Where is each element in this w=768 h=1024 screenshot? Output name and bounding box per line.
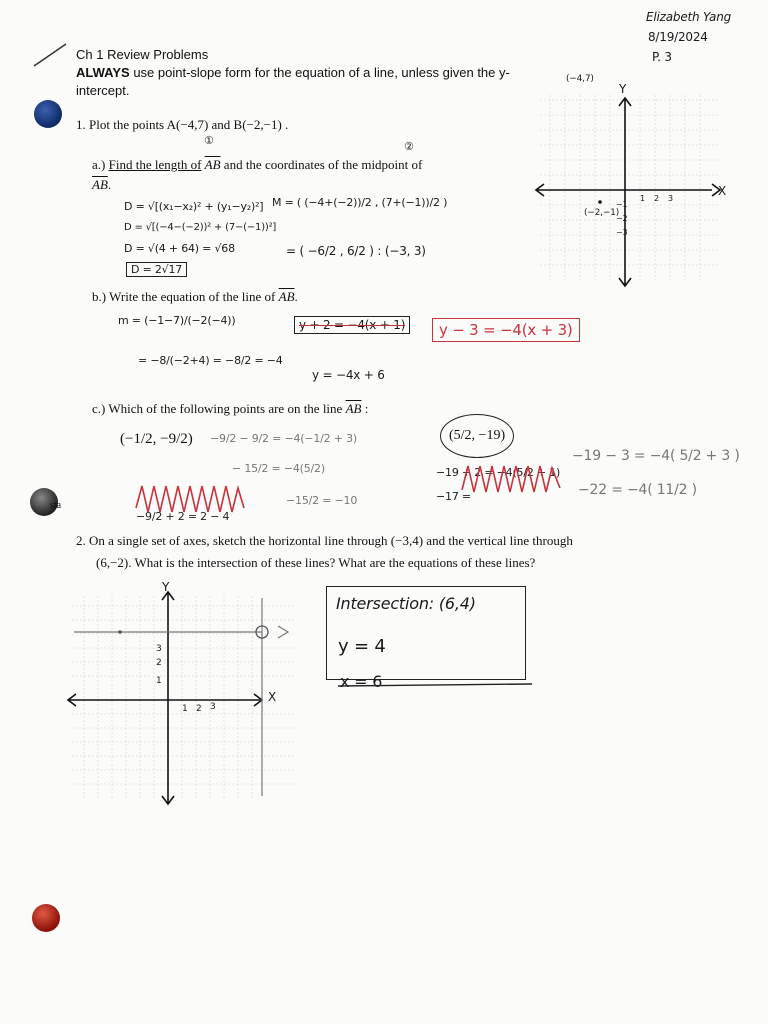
page-title: Ch 1 Review Problems bbox=[76, 47, 209, 62]
graph-1-tick-x2: 2 bbox=[654, 194, 659, 203]
work-c-1: −9/2 − 9/2 = −4(−1/2 + 3) bbox=[210, 432, 357, 445]
graph-1-tick-y3: −3 bbox=[616, 228, 628, 237]
graph-1-tick-y1: −1 bbox=[616, 200, 628, 209]
work-c-6: −22 = −4( 11/2 ) bbox=[578, 482, 697, 498]
work-c-3: −15/2 = −10 bbox=[286, 494, 358, 507]
answer-underline bbox=[336, 682, 536, 690]
question-1c bbox=[92, 400, 368, 418]
point-option-1: (−1/2, −9/2) bbox=[120, 431, 193, 447]
answer-x-equation: x = 6 bbox=[340, 672, 383, 691]
question-1a bbox=[92, 156, 522, 174]
graph-2-tick-x2: 2 bbox=[196, 704, 202, 714]
work-equation-slope: y = −4x + 6 bbox=[312, 368, 385, 382]
graph-1-tick-y2: −2 bbox=[616, 214, 628, 223]
graph-1-tick-x3: 3 bbox=[668, 194, 673, 203]
graph-1-tick-x1: 1 bbox=[640, 194, 645, 203]
question-2-prompt-line2: (6,−2). What is the intersection of these lines? What are the equations of these lines? bbox=[96, 555, 536, 570]
work-c-5: −19 − 3 = −4( 5/2 + 3 ) bbox=[572, 448, 740, 464]
graph-2-x-label: X bbox=[268, 690, 277, 704]
segment-ab-4: $\overline{AB}$ bbox=[345, 401, 362, 416]
segment-ab-3: $\overline{AB}$ bbox=[278, 289, 295, 304]
margin-sticker-text: sta bbox=[50, 500, 62, 511]
work-equation-red: y − 3 = −4(x + 3) bbox=[432, 318, 580, 342]
work-distance-answer: D = 2√17 bbox=[126, 262, 187, 277]
graph-1-point-b-label: (−2,−1) bbox=[584, 208, 620, 218]
work-midpoint-1: M = ( (−4+(−2))/2 , (7+(−1))/2 ) bbox=[272, 196, 448, 209]
segment-ab: $\overline{AB}$ bbox=[204, 157, 221, 172]
work-slope-2: = −8/(−2+4) = −8/2 = −4 bbox=[138, 354, 283, 367]
graph-2-y-label: Y bbox=[162, 580, 170, 594]
instruction-text: use point-slope form for the equation of a line, unless given the y- bbox=[133, 65, 510, 80]
question-1c-label: c.) bbox=[92, 401, 106, 416]
graph-2-tick-y3: 3 bbox=[156, 644, 162, 654]
circle-marker-1: ① bbox=[204, 134, 214, 147]
circle-marker-2: ② bbox=[404, 140, 414, 153]
work-distance-2: D = √[(−4−(−2))² + (7−(−1))²] bbox=[124, 222, 277, 233]
graph-2-tick-x3: 3 bbox=[210, 702, 216, 712]
question-1b-end: . bbox=[294, 289, 298, 304]
point-option-2: (5/2, −19) bbox=[440, 414, 514, 458]
graph-1-y-label: Y bbox=[619, 82, 627, 96]
question-1a-end: . bbox=[107, 177, 112, 192]
graph-2-tick-x1: 1 bbox=[182, 704, 188, 714]
work-slope-1: m = (−1−7)/(−2(−4)) bbox=[118, 314, 236, 327]
instruction bbox=[76, 64, 556, 82]
question-2-prompt-line1: 2. On a single set of axes, sketch the horizontal line through (−3,4) and the vertical line through bbox=[76, 533, 573, 548]
work-equation-crossed: y + 2 = −4(x + 1) bbox=[294, 316, 410, 334]
answer-intersection: Intersection: (6,4) bbox=[336, 594, 476, 613]
red-scribble-1 bbox=[134, 478, 274, 522]
hole-punch-red bbox=[32, 904, 60, 932]
graph-1-point-a-label: (−4,7) bbox=[566, 74, 594, 84]
graph-2-tick-y1: 1 bbox=[156, 676, 162, 686]
red-scribble-2 bbox=[460, 460, 570, 500]
check-mark-icon bbox=[30, 40, 70, 70]
student-name: Elizabeth Yang bbox=[646, 10, 732, 24]
question-1c-end: : bbox=[361, 401, 369, 416]
instruction-bold: ALWAYS bbox=[76, 65, 130, 80]
question-1-prompt: 1. Plot the points A(−4,7) and B(−2,−1) . bbox=[76, 117, 289, 132]
segment-ab-2: $\overline{AB}$ bbox=[92, 177, 108, 192]
question-1b-label: b.) bbox=[92, 289, 107, 304]
graph-2-tick-y2: 2 bbox=[156, 658, 162, 668]
work-c-4: −9/2 + 2 = 2 − 4 bbox=[136, 510, 230, 523]
graph-1 bbox=[530, 80, 750, 300]
question-1a-line2 bbox=[92, 176, 111, 194]
work-c-7: −19 + 2 = −4(5/2 + 1) bbox=[436, 466, 561, 479]
work-distance-3: D = √(4 + 64) = √68 bbox=[124, 242, 235, 255]
question-1a-text2: and the coordinates of the midpoint of bbox=[223, 157, 423, 172]
question-1b-text: Write the equation of the line of bbox=[109, 289, 276, 304]
question-1b bbox=[92, 288, 298, 306]
question-1c-text: Which of the following points are on the line bbox=[108, 401, 343, 416]
question-1a-label: a.) bbox=[92, 157, 106, 172]
student-period: P. 3 bbox=[652, 50, 672, 64]
graph-1-x-label: X bbox=[718, 184, 727, 198]
question-1a-text1: Find the length of bbox=[108, 157, 202, 172]
instruction-line2: intercept. bbox=[76, 83, 130, 98]
student-date: 8/19/2024 bbox=[648, 30, 708, 44]
work-c-2: − 15/2 = −4(5/2) bbox=[232, 462, 325, 475]
work-distance-1: D = √[(x₁−x₂)² + (y₁−y₂)²] bbox=[124, 200, 264, 213]
work-midpoint-2: = ( −6/2 , 6/2 ) : (−3, 3) bbox=[286, 244, 426, 258]
hole-punch-blue bbox=[34, 100, 62, 128]
work-c-8: −17 = bbox=[436, 490, 471, 503]
answer-y-equation: y = 4 bbox=[338, 636, 386, 657]
